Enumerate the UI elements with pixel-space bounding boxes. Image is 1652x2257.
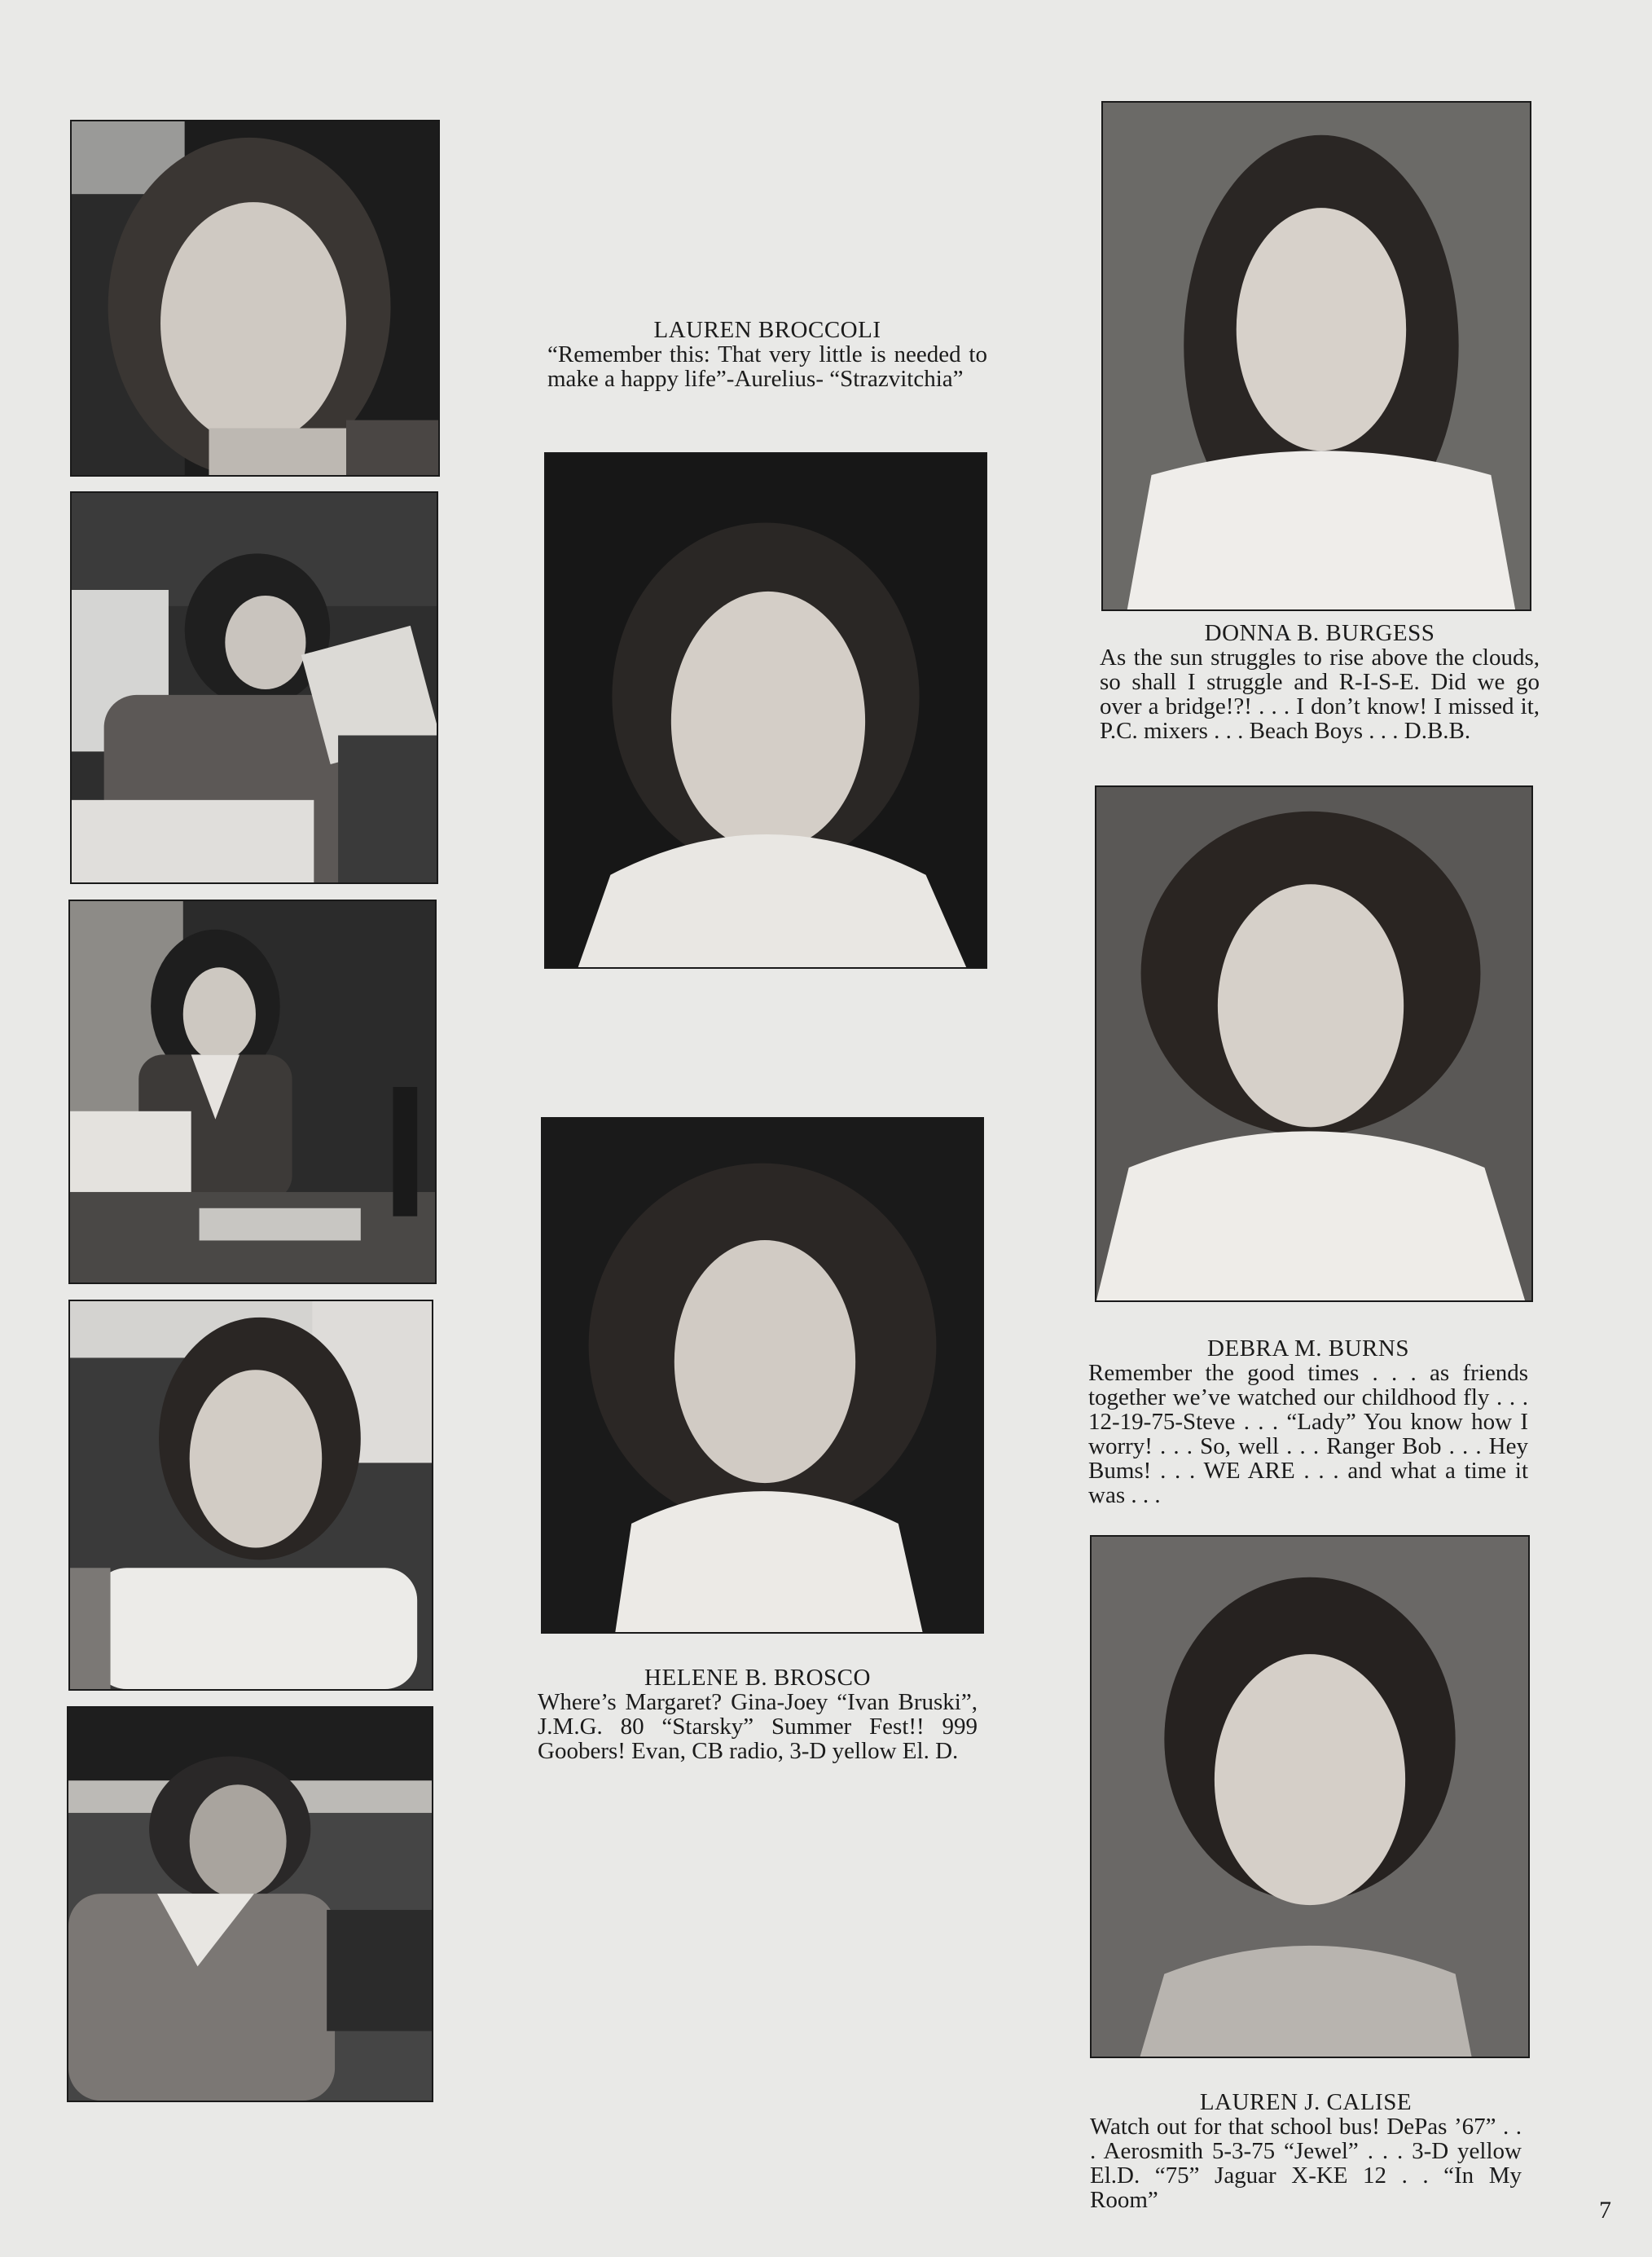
candid-photo-1-image — [72, 121, 438, 475]
senior-portrait-brosco — [541, 1117, 984, 1634]
candid-photo-1 — [70, 120, 440, 477]
candid-photo-5 — [67, 1706, 433, 2102]
senior-name: DEBRA M. BURNS — [1207, 1335, 1409, 1362]
portrait-image — [1096, 787, 1531, 1300]
portrait-image — [1092, 1537, 1528, 2057]
senior-entry-broccoli — [547, 318, 987, 391]
senior-name: HELENE B. BROSCO — [644, 1665, 871, 1691]
candid-photo-3 — [68, 900, 437, 1284]
senior-quote: Watch out for that school bus! DePas ’67” . . . Aerosmith 5-3-75 “Jewel” . . . 3-D yellow El.D. “75” Jaguar X-KE 12 . . “In My Room” — [1090, 2114, 1522, 2213]
senior-name: LAUREN BROCCOLI — [653, 317, 881, 343]
page-number: 7 — [1599, 2197, 1611, 2224]
portrait-image — [543, 1119, 982, 1632]
senior-portrait-broccoli — [544, 452, 987, 969]
senior-entry-burns — [1088, 1336, 1528, 1507]
portrait-image — [1103, 103, 1530, 609]
senior-entry-calise — [1090, 2090, 1522, 2212]
senior-quote: “Remember this: That very little is needed to make a happy life”-Aurelius- “Strazvitchia” — [547, 341, 987, 392]
senior-entry-burgess — [1100, 621, 1540, 743]
senior-portrait-burns — [1095, 785, 1533, 1302]
senior-quote: As the sun struggles to rise above the clouds, so shall I struggle and R-I-S-E. Did we go over a bridge!?! . . . I don’t know! I missed it, P.C. mixers . . . Beach Boys . . . D.B.B. — [1100, 645, 1540, 744]
senior-name: DONNA B. BURGESS — [1204, 620, 1435, 646]
senior-name: LAUREN J. CALISE — [1199, 2089, 1413, 2115]
senior-quote: Remember the good times . . . as friends together we’ve watched our childhood fly . . . 12-19-75-Steve . . . “Lady” You know how I worry! . . . So, well . . . Ranger Bob . . . Hey Bums! . . . WE ARE . . . and what a time it was . . . — [1088, 1360, 1528, 1508]
candid-photo-4-image — [70, 1301, 432, 1689]
candid-photo-2-image — [72, 493, 437, 882]
senior-quote: Where’s Margaret? Gina-Joey “Ivan Bruski”, J.M.G. 80 “Starsky” Summer Fest!! 999 Goobers! Evan, CB radio, 3-D yellow El. D. — [538, 1689, 978, 1764]
candid-photo-5-image — [68, 1708, 432, 2101]
senior-entry-brosco — [538, 1665, 978, 1763]
senior-portrait-calise — [1090, 1535, 1530, 2058]
candid-photo-3-image — [70, 901, 435, 1282]
senior-portrait-burgess — [1101, 101, 1531, 611]
candid-photo-4 — [68, 1300, 433, 1691]
portrait-image — [546, 454, 986, 967]
candid-photo-2 — [70, 491, 438, 884]
